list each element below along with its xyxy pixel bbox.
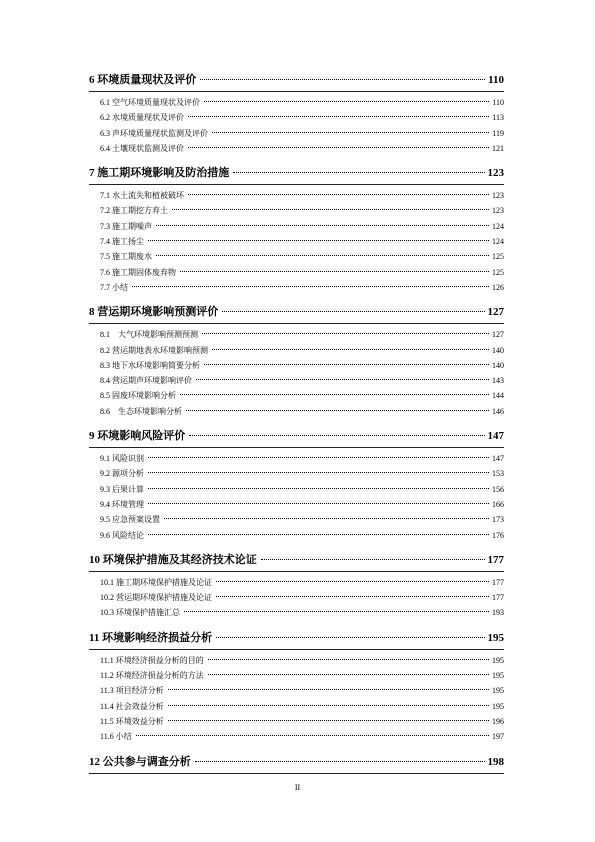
chapter-divider xyxy=(89,91,504,92)
subsection-page-number: 166 xyxy=(492,499,504,509)
chapter-title xyxy=(89,629,214,645)
dot-leader xyxy=(156,225,489,226)
dot-leader xyxy=(200,79,485,80)
dot-leader xyxy=(168,705,489,706)
chapter-title-text: 环境质量现状及评价 xyxy=(97,74,197,86)
toc-subsection-entry[interactable] xyxy=(89,592,504,607)
toc-subsection-entry[interactable] xyxy=(89,607,504,622)
subsection-title: 6.3 声环境质量现状监测及评价 xyxy=(100,128,208,138)
page-number: II xyxy=(294,783,301,792)
subsection-page-number: 156 xyxy=(492,484,504,494)
dot-leader xyxy=(233,172,484,173)
chapter-title xyxy=(89,164,231,180)
dot-leader xyxy=(188,194,489,195)
subsection-title: 11.6 小结 xyxy=(100,732,132,742)
subsection-title: 11.5 环境效益分析 xyxy=(100,716,164,726)
dot-leader xyxy=(136,735,489,736)
toc-section xyxy=(89,753,504,774)
dot-leader xyxy=(148,488,489,489)
dot-leader xyxy=(184,611,489,612)
chapter-divider xyxy=(89,184,504,185)
dot-leader xyxy=(212,349,489,350)
toc-section xyxy=(89,164,504,301)
subsection-title: 9.5 应急预案设置 xyxy=(100,515,160,525)
dot-leader xyxy=(188,147,489,148)
subsection-title: 6.2 水境质量现状及评价 xyxy=(100,113,184,123)
chapter-page-number: 177 xyxy=(487,553,504,566)
chapter-page-number: 147 xyxy=(487,430,504,443)
subsection-page-number: 147 xyxy=(492,454,504,464)
chapter-number: 7 xyxy=(89,167,95,180)
toc-subsection-entry[interactable] xyxy=(89,282,504,297)
toc-chapter-entry[interactable] xyxy=(89,753,504,774)
subsection-page-number: 123 xyxy=(492,206,504,216)
dot-leader xyxy=(204,101,489,102)
toc-subsection-entry[interactable] xyxy=(89,390,504,405)
subsection-page-number: 144 xyxy=(492,391,504,401)
chapter-page-number: 127 xyxy=(487,306,504,319)
chapter-title-text: 环境影响风险评价 xyxy=(97,430,186,443)
toc-subsection-list xyxy=(89,185,504,301)
dot-leader xyxy=(216,596,489,597)
toc-subsection-entry[interactable] xyxy=(89,685,504,700)
toc-subsection-entry[interactable] xyxy=(89,453,504,468)
toc-section xyxy=(89,551,504,627)
subsection-title: 7.4 施工扬尘 xyxy=(100,237,144,247)
subsection-page-number: 143 xyxy=(492,376,504,386)
toc-subsection-entry[interactable] xyxy=(89,716,504,731)
subsection-page-number: 123 xyxy=(492,191,504,201)
subsection-title: 9.6 风险结论 xyxy=(100,530,144,540)
subsection-title: 9.2 源项分析 xyxy=(100,469,144,479)
dot-leader xyxy=(148,457,489,458)
subsection-page-number: 195 xyxy=(492,686,504,696)
subsection-page-number: 124 xyxy=(492,221,504,231)
subsection-title: 7.5 施工期废水 xyxy=(100,252,152,262)
toc-chapter-entry[interactable] xyxy=(89,303,504,324)
toc-subsection-entry[interactable] xyxy=(89,143,504,158)
toc-chapter-entry[interactable] xyxy=(89,551,504,572)
subsection-title: 9.1 风险识别 xyxy=(100,454,144,464)
subsection-page-number: 121 xyxy=(492,143,504,153)
subsection-page-number: 140 xyxy=(492,345,504,355)
chapter-title-text: 环境影响经济损益分析 xyxy=(102,631,213,644)
subsection-title: 7.6 施工期固体废弃物 xyxy=(100,267,176,277)
dot-leader xyxy=(168,720,489,721)
dot-leader xyxy=(148,503,489,504)
toc-subsection-entry[interactable] xyxy=(89,128,504,143)
chapter-number: 11 xyxy=(89,631,100,644)
subsection-page-number: 140 xyxy=(492,360,504,370)
subsection-title: 7.1 水土流失和植被破坏 xyxy=(100,191,184,201)
dot-leader xyxy=(204,364,489,365)
toc-subsection-entry[interactable] xyxy=(89,468,504,483)
dot-leader xyxy=(208,674,489,675)
chapter-title-text: 施工期环境影响及防治措施 xyxy=(97,167,230,180)
toc-subsection-list xyxy=(89,572,504,627)
chapter-number: 9 xyxy=(89,430,95,443)
chapter-divider xyxy=(89,773,504,774)
toc-chapter-entry[interactable] xyxy=(89,71,504,92)
dot-leader xyxy=(222,311,484,312)
chapter-page-number: 123 xyxy=(487,167,504,180)
toc-subsection-entry[interactable] xyxy=(89,251,504,266)
dot-leader xyxy=(172,209,489,210)
subsection-page-number: 146 xyxy=(492,406,504,416)
toc-chapter-entry[interactable] xyxy=(89,629,504,650)
subsection-title: 8.2 营运期地表水环境影响预测 xyxy=(100,345,208,355)
dot-leader xyxy=(148,240,489,241)
toc-subsection-list xyxy=(89,650,504,751)
subsection-title: 10.3 环境保护措施汇总 xyxy=(100,608,180,618)
subsection-page-number: 193 xyxy=(492,608,504,618)
toc-section xyxy=(89,427,504,549)
toc-subsection-entry[interactable] xyxy=(89,406,504,421)
subsection-page-number: 119 xyxy=(492,128,504,138)
toc-subsection-entry[interactable] xyxy=(89,655,504,670)
toc-chapter-entry[interactable] xyxy=(89,164,504,185)
subsection-title: 6.4 土壤现状监测及评价 xyxy=(100,143,184,153)
subsection-title: 7.3 施工期噪声 xyxy=(100,221,152,231)
toc-section xyxy=(89,629,504,751)
chapter-page-number: 110 xyxy=(488,74,504,86)
table-of-contents xyxy=(89,71,504,776)
subsection-page-number: 195 xyxy=(492,701,504,711)
toc-subsection-entry[interactable] xyxy=(89,484,504,499)
subsection-page-number: 176 xyxy=(492,530,504,540)
subsection-title: 11.1 环境经济损益分析的目的 xyxy=(100,655,204,665)
chapter-title-text: 环境保护措施及其经济技术论证 xyxy=(102,553,257,566)
dot-leader xyxy=(212,132,489,133)
chapter-title xyxy=(89,551,259,567)
dot-leader xyxy=(208,659,489,660)
dot-leader xyxy=(156,255,489,256)
subsection-title: 9.4 环境管理 xyxy=(100,499,144,509)
subsection-title: 11.4 社会效益分析 xyxy=(100,701,164,711)
subsection-title: 11.2 环境经济损益分析的方法 xyxy=(100,671,204,681)
toc-subsection-entry[interactable] xyxy=(89,190,504,205)
toc-subsection-list xyxy=(89,324,504,425)
dot-leader xyxy=(168,689,489,690)
chapter-divider xyxy=(89,323,504,324)
subsection-page-number: 177 xyxy=(492,577,504,587)
subsection-title: 8.3 地下水环境影响简要分析 xyxy=(100,360,200,370)
toc-subsection-entry[interactable] xyxy=(89,360,504,375)
subsection-title: 8.5 固废环境影响分析 xyxy=(100,391,176,401)
dot-leader xyxy=(148,472,489,473)
toc-subsection-entry[interactable] xyxy=(89,670,504,685)
subsection-title: 9.3 后果计算 xyxy=(100,484,144,494)
toc-section xyxy=(89,303,504,425)
subsection-page-number: 113 xyxy=(492,113,504,123)
chapter-title xyxy=(89,71,198,87)
subsection-title: 11.3 项目经济分析 xyxy=(100,686,164,696)
chapter-page-number: 198 xyxy=(487,755,504,768)
dot-leader xyxy=(196,379,489,380)
dot-leader xyxy=(186,410,489,411)
subsection-title: 7.2 施工期挖方弃土 xyxy=(100,206,168,216)
chapter-divider xyxy=(89,571,504,572)
chapter-page-number: 195 xyxy=(487,631,504,644)
subsection-title: 10.1 施工期环境保护措施及论证 xyxy=(100,577,212,587)
toc-subsection-entry[interactable] xyxy=(89,329,504,344)
dot-leader xyxy=(195,761,485,762)
dot-leader xyxy=(216,637,484,638)
subsection-title: 8.4 营运期声环境影响评价 xyxy=(100,376,192,386)
subsection-page-number: 110 xyxy=(492,98,504,107)
chapter-title-text: 公共参与调查分析 xyxy=(102,755,191,768)
subsection-title: 6.1 空气环境质量现状及评价 xyxy=(100,98,200,107)
subsection-page-number: 127 xyxy=(492,330,504,340)
toc-subsection-entry[interactable] xyxy=(89,236,504,251)
toc-subsection-entry[interactable] xyxy=(89,267,504,282)
toc-subsection-entry[interactable] xyxy=(89,112,504,127)
chapter-title-text: 营运期环境影响预测评价 xyxy=(97,306,219,319)
dot-leader xyxy=(261,559,485,560)
dot-leader xyxy=(148,534,489,535)
subsection-page-number: 196 xyxy=(492,716,504,726)
toc-subsection-entry[interactable] xyxy=(89,701,504,716)
toc-subsection-list xyxy=(89,448,504,549)
dot-leader xyxy=(216,581,489,582)
toc-section xyxy=(89,71,504,162)
chapter-title xyxy=(89,427,187,443)
toc-subsection-entry[interactable] xyxy=(89,375,504,390)
subsection-page-number: 197 xyxy=(492,732,504,742)
dot-leader xyxy=(180,394,489,395)
subsection-page-number: 177 xyxy=(492,593,504,603)
chapter-number: 10 xyxy=(89,553,100,566)
dot-leader xyxy=(188,116,489,117)
subsection-page-number: 125 xyxy=(492,252,504,262)
dot-leader xyxy=(132,286,489,287)
subsection-title: 10.2 营运期环境保护措施及论证 xyxy=(100,593,212,603)
chapter-number: 12 xyxy=(89,755,100,768)
dot-leader xyxy=(164,518,489,519)
chapter-title xyxy=(89,753,193,769)
toc-subsection-entry[interactable] xyxy=(89,97,504,112)
subsection-page-number: 126 xyxy=(492,282,504,292)
chapter-title xyxy=(89,303,220,319)
subsection-page-number: 125 xyxy=(492,267,504,277)
subsection-page-number: 195 xyxy=(492,655,504,665)
subsection-page-number: 173 xyxy=(492,515,504,525)
dot-leader xyxy=(180,271,489,272)
toc-chapter-entry[interactable] xyxy=(89,427,504,448)
toc-subsection-entry[interactable] xyxy=(89,499,504,514)
chapter-number: 8 xyxy=(89,306,95,319)
toc-subsection-entry[interactable] xyxy=(89,345,504,360)
toc-subsection-entry[interactable] xyxy=(89,577,504,592)
subsection-page-number: 153 xyxy=(492,469,504,479)
toc-subsection-list xyxy=(89,92,504,162)
subsection-title: 7.7 小结 xyxy=(100,282,128,292)
toc-subsection-entry[interactable] xyxy=(89,731,504,746)
subsection-title: 8.6 生态环境影响分析 xyxy=(100,406,182,416)
toc-subsection-entry[interactable] xyxy=(89,221,504,236)
toc-subsection-entry[interactable] xyxy=(89,514,504,529)
subsection-page-number: 124 xyxy=(492,237,504,247)
toc-subsection-entry[interactable] xyxy=(89,530,504,545)
toc-subsection-entry[interactable] xyxy=(89,205,504,220)
dot-leader xyxy=(189,435,484,436)
chapter-divider xyxy=(89,447,504,448)
subsection-page-number: 195 xyxy=(492,671,504,681)
dot-leader xyxy=(202,333,489,334)
chapter-number: 6 xyxy=(89,74,95,86)
chapter-divider xyxy=(89,649,504,650)
subsection-title: 8.1 大气环境影响预测预测 xyxy=(100,330,198,340)
